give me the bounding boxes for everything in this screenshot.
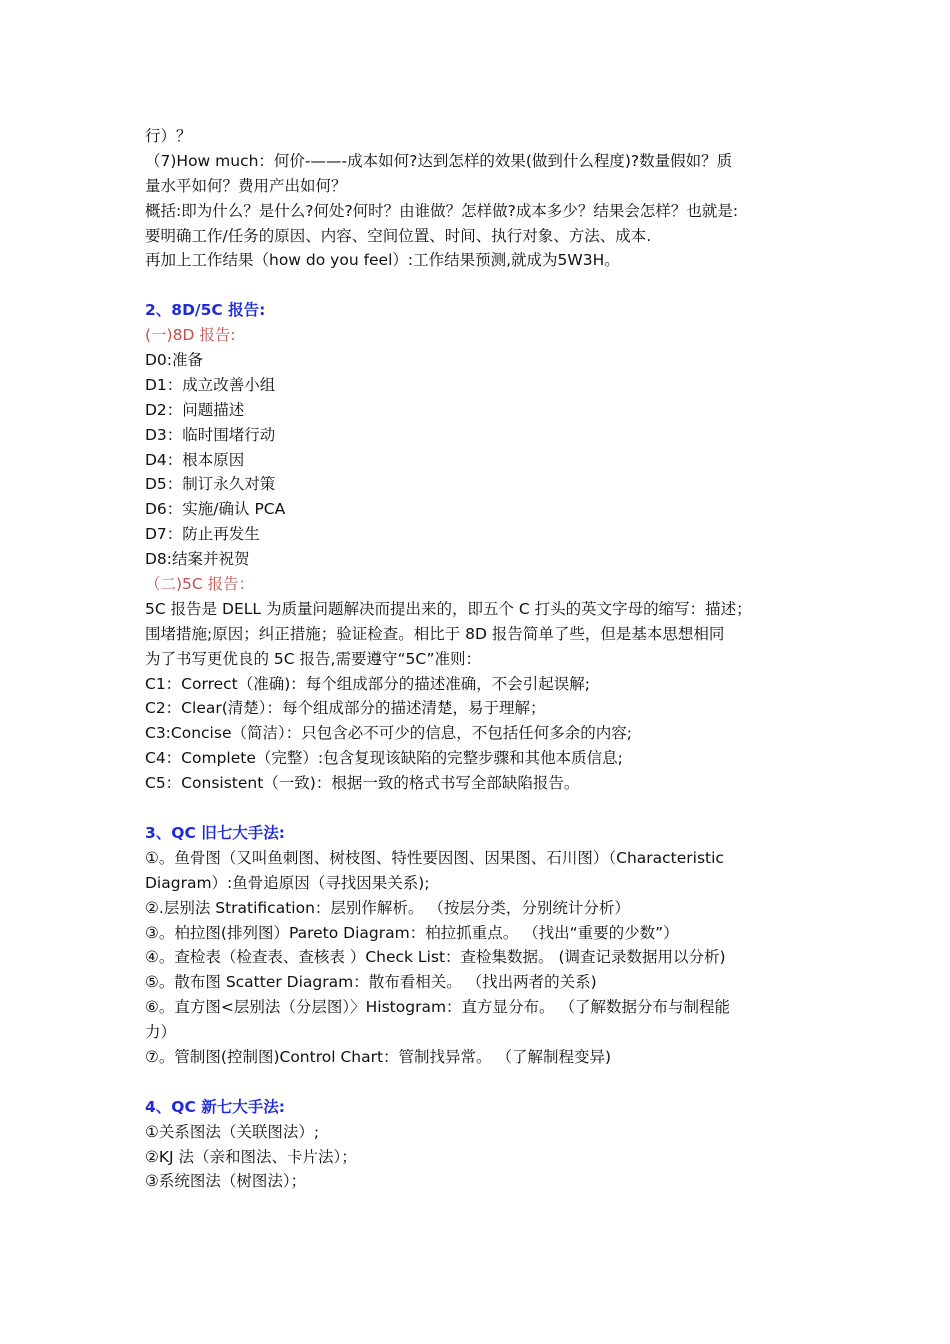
- intro-block: [145, 124, 795, 273]
- intro-line: 行）？: [145, 127, 192, 145]
- tool-item: ③系统图法（树图法）；: [145, 1172, 307, 1191]
- tool-item: ②KJ 法（亲和图法、卡片法）；: [145, 1147, 357, 1166]
- intro-line: 概括:即为什么？是什么?何处?何时？由谁做？怎样做?成本多少？结果会怎样？也就是:: [145, 201, 739, 220]
- c-rule-item: C3:Concise（简洁）：只包含必不可少的信息，不包括任何多余的内容;: [145, 724, 632, 743]
- tool-item: ①关系图法（关联图法）;: [145, 1122, 320, 1141]
- c-rule-item: C4：Complete（完整）:包含复现该缺陷的完整步骤和其他本质信息;: [145, 749, 623, 768]
- d-step-item: D4：根本原因: [145, 450, 245, 469]
- d-step-item: D7：防止再发生: [145, 525, 260, 544]
- intro-line: 量水平如何？费用产出如何？: [145, 176, 347, 195]
- document-page: [145, 124, 795, 1194]
- c-rule-item: C2：Clear(清楚）：每个组成部分的描述清楚，易于理解；: [145, 699, 546, 718]
- section-heading: 2、8D/5C 报告:: [145, 301, 266, 320]
- blank-line: [145, 273, 795, 298]
- tool-item: ⑥。直方图<层别法（分层图）〉Histogram：直方显分布。 （了解数据分布与制程能: [145, 998, 730, 1017]
- subsection-heading-8d: (一)8D 报告:: [145, 326, 236, 345]
- intro-line: 再加上工作结果（how do you feel）:工作结果预测,就成为5W3H。: [145, 251, 620, 270]
- d-step-item: D6：实施/确认 PCA: [145, 500, 286, 519]
- blank-line: [145, 796, 795, 821]
- d-step-item: D5：制订永久对策: [145, 475, 276, 494]
- tool-item: Diagram）:鱼骨追原因（寻找因果关系);: [145, 873, 430, 892]
- tool-item: ③。柏拉图(排列图）Pareto Diagram：柏拉抓重点。 （找出“重要的少数”）: [145, 923, 679, 942]
- paragraph-line: 5C 报告是 DELL 为质量问题解决而提出来的，即五个 C 打头的英文字母的缩写：描述；: [145, 599, 752, 618]
- section-qc-new-seven: [145, 1095, 795, 1195]
- tool-item: ④。查检表（检查表、查核表 ）Check List：查检集数据。 (调查记录数据用以分析): [145, 948, 726, 967]
- d-step-item: D0:准备: [145, 351, 204, 370]
- tool-item: ①。鱼骨图（又叫鱼刺图、树枝图、特性要因图、因果图、石川图）（Characteristic: [145, 848, 724, 867]
- tool-item: ⑦。管制图(控制图)Control Chart：管制找异常。 （了解制程变异): [145, 1047, 612, 1066]
- intro-line: 要明确工作/任务的原因、内容、空间位置、时间、执行对象、方法、成本.: [145, 226, 652, 245]
- blank-line: [145, 1070, 795, 1095]
- tool-item: 力）: [145, 1023, 177, 1042]
- c-rule-item: C1：Correct（准确)：每个组成部分的描述准确，不会引起误解;: [145, 674, 591, 693]
- tool-item: ②.层别法 Stratification：层别作解析。 （按层分类，分别统计分析）: [145, 898, 630, 917]
- d-step-item: D8:结案并祝贺: [145, 550, 250, 569]
- paragraph-line: 为了书写更优良的 5C 报告,需要遵守“5C”准则：: [145, 649, 481, 668]
- d-step-item: D1：成立改善小组: [145, 375, 276, 394]
- section-heading: 4、QC 新七大手法:: [145, 1097, 285, 1116]
- intro-line: （7)How much：何价-——-成本如何?达到怎样的效果(做到什么程度)?数量假如？质: [145, 151, 733, 170]
- section-heading: 3、QC 旧七大手法:: [145, 823, 285, 842]
- d-step-item: D3：临时围堵行动: [145, 425, 276, 444]
- d-step-item: D2：问题描述: [145, 400, 245, 419]
- c-rule-item: C5：Consistent（一致)：根据一致的格式书写全部缺陷报告。: [145, 774, 580, 793]
- section-qc-old-seven: [145, 821, 795, 1070]
- tool-item: ⑤。散布图 Scatter Diagram：散布看相关。 （找出两者的关系): [145, 973, 597, 992]
- paragraph-line: 围堵措施;原因；纠正措施；验证检查。相比于 8D 报告简单了些，但是基本思想相同: [145, 624, 725, 643]
- section-8d-5c: [145, 298, 795, 796]
- subsection-heading-5c: （二)5C 报告：: [145, 575, 255, 594]
